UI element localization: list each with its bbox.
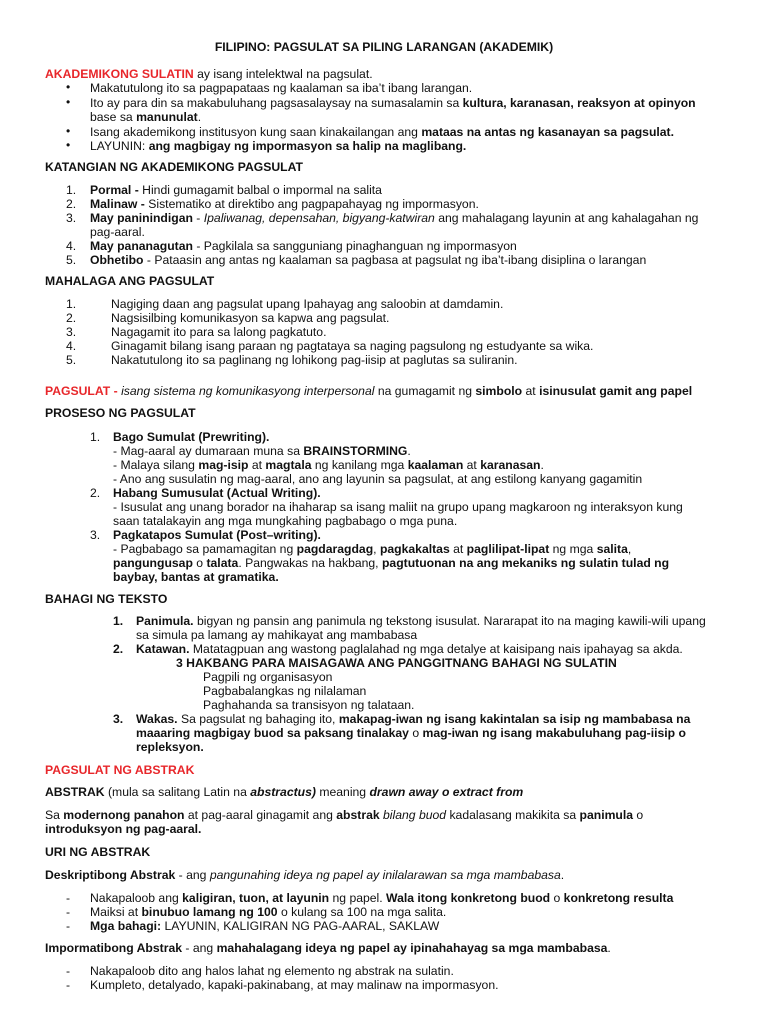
mahalaga-heading: MAHALAGA ANG PAGSULAT (45, 274, 215, 288)
dash: - (66, 905, 71, 919)
bahagi-item-1-cont: sa simula pa lamang ay mahikayat ang mambabasa (136, 628, 418, 642)
bahagi-item-3-line-2: maaaring magbigay buod sa paksang tinalakay o mag-iwan ng isang makabuluhang pag-iisip o (136, 726, 686, 740)
proseso-3-line-1: - Pagbabago sa pamamagitan ng pagdaragdag, pagkakaltas at paglilipat-lipat ng mga salita, (113, 542, 632, 556)
proseso-num-2: 2. (90, 486, 101, 500)
pagsulat-definition: PAGSULAT - isang sistema ng komunikasyong interpersonal na gumagamit ng simbolo at isinusulat gamit ang papel (45, 384, 693, 398)
page-title: FILIPINO: PAGSULAT SA PILING LARANGAN (AKADEMIK) (214, 40, 554, 54)
proseso-3-line-2: pangungusap o talata. Pangwakas na hakbang, pagtutuonan na ang mekaniks ng sulatin tulad ng (113, 556, 670, 570)
katangian-item-1: 1. (66, 183, 77, 197)
bahagi-num-2: 2. (113, 642, 124, 656)
deskriptibo-item-1: Nakapaloob ang kaligiran, tuon, at layunin ng papel. Wala itong konkretong buod o konkretong resulta (90, 891, 674, 905)
bahagi-item-1: Panimula. bigyan ng pansin ang panimula ng tekstong isusulat. Nararapat ito na maging kawili-wili upang (136, 614, 706, 628)
bahagi-num-1: 1. (113, 614, 124, 628)
abstrak-modern-cont: introduksyon ng pag-aaral. (45, 822, 202, 836)
abstrak-modern-line: Sa modernong panahon at pag-aaral ginagamit ang abstrak bilang buod kadalasang makikita sa panimula o (45, 808, 644, 822)
katangian-item-4-text: May pananagutan - Pagkilala sa sangguniang pinaghanguan ng impormasyon (90, 239, 517, 253)
katangian-item-3-text: May paninindigan - Ipaliwanag, depensahan, bigyang-katwiran ang mahalagang layunin at ang kahalagahan ng (90, 211, 699, 225)
hakbang-item-1: Pagpili ng organisasyon (203, 670, 333, 684)
s1-bullet-1: Makatutulong ito sa pagpapataas ng kaalaman sa iba’t ibang larangan. (90, 81, 473, 95)
s1-bullet-4: LAYUNIN: ang magbigay ng impormasyon sa halip na maglibang. (90, 139, 467, 153)
deskriptibo-line: Deskriptibong Abstrak - ang pangunahing ideya ng papel ay inilalarawan sa mga mambabasa. (45, 868, 565, 882)
akademikong-sulatin-line (45, 67, 373, 81)
dash: - (66, 919, 71, 933)
proseso-1-title: Bago Sumulat (Prewriting). (113, 430, 270, 444)
katangian-item-5-text: Obhetibo - Pataasin ang antas ng kaalaman sa pagbasa at pagsulat ng iba’t-ibang disiplina o larangan (90, 253, 647, 267)
mahalaga-item-1: Nagiging daan ang pagsulat upang Ipahayag ang saloobin at damdamin. (111, 297, 504, 311)
abstrak-definition: ABSTRAK (mula sa salitang Latin na abstractus) meaning drawn away o extract from (45, 785, 524, 799)
mahalaga-item-2: Nagsisilbing komunikasyon sa kapwa ang pagsulat. (111, 311, 390, 325)
impormatibo-line: Impormatibong Abstrak - ang mahahalagang ideya ng papel ay ipinahahayag sa mga mambabasa. (45, 941, 611, 955)
mahalaga-num-5: 5. (66, 353, 77, 367)
bahagi-item-3: Wakas. Sa pagsulat ng bahaging ito, makapag-iwan ng isang kakintalan sa isip ng mambabasa na (136, 712, 691, 726)
katangian-item-3-cont: pag-aaral. (90, 225, 145, 239)
mahalaga-num-3: 3. (66, 325, 77, 339)
proseso-num-1: 1. (90, 430, 101, 444)
hakbang-item-3: Paghahanda sa transisyon ng talataan. (203, 698, 415, 712)
impormatibo-item-2: Kumpleto, detalyado, kapaki-pakinabang, at may malinaw na impormasyon. (90, 978, 499, 992)
impormatibo-item-1: Nakapaloob dito ang halos lahat ng elemento ng abstrak na sulatin. (90, 964, 454, 978)
proseso-1-line-2: - Malaya silang mag-isip at magtala ng kanilang mga kaalaman at karanasan. (113, 458, 544, 472)
akademikong-sulatin-definition: ay isang intelektwal na pagsulat. (193, 67, 373, 81)
abstrak-heading: PAGSULAT NG ABSTRAK (45, 763, 195, 777)
proseso-3-title: Pagkatapos Sumulat (Post–writing). (113, 528, 321, 542)
uri-heading: URI NG ABSTRAK (45, 845, 151, 859)
proseso-2-line-1: - Isusulat ang unang borador na ihaharap sa isang maliit na grupo upang magkaroon ng interaksyon kung (113, 500, 683, 514)
mahalaga-num-4: 4. (66, 339, 77, 353)
bullet-dot: • (66, 80, 71, 94)
proseso-heading: PROSESO NG PAGSULAT (45, 406, 196, 420)
katangian-item-4: 4. (66, 239, 77, 253)
bahagi-num-3: 3. (113, 712, 124, 726)
deskriptibo-item-3: Mga bahagi: LAYUNIN, KALIGIRAN NG PAG-AARAL, SAKLAW (90, 919, 440, 933)
proseso-num-3: 3. (90, 528, 101, 542)
mahalaga-item-3: Nagagamit ito para sa lalong pagkatuto. (111, 325, 327, 339)
katangian-item-2: 2. (66, 197, 77, 211)
s1-bullet-2: Ito ay para din sa makabuluhang pagsasalaysay na sumasalamin sa kultura, karanasan, reaksyon at opinyon (90, 96, 696, 110)
mahalaga-num-2: 2. (66, 311, 77, 325)
bullet-dot: • (66, 95, 71, 109)
mahalaga-item-4: Ginagamit bilang isang paraan ng pagtataya sa naging pagsulong ng estudyante sa wika. (111, 339, 594, 353)
katangian-item-3: 3. (66, 211, 77, 225)
akademikong-sulatin-heading: AKADEMIKONG SULATIN (45, 67, 194, 81)
mahalaga-item-5: Nakatutulong ito sa paglinang ng lohikong pag-iisip at paglutas sa suliranin. (111, 353, 518, 367)
hakbang-heading: 3 HAKBANG PARA MAISAGAWA ANG PANGGITNANG BAHAGI NG SULATIN (176, 656, 617, 670)
dash: - (66, 891, 71, 905)
proseso-1-line-1: - Mag-aaral ay dumaraan muna sa BRAINSTORMING. (113, 444, 411, 458)
katangian-item-5: 5. (66, 253, 77, 267)
bullet-dot: • (66, 124, 71, 138)
s1-bullet-3: Isang akademikong institusyon kung saan kinakailangan ang mataas na antas ng kasanayan sa pagsulat. (90, 125, 674, 139)
s1-bullet-2-cont: base sa manunulat. (90, 110, 202, 124)
proseso-3-line-3: baybay, bantas at gramatika. (113, 570, 279, 584)
katangian-heading: KATANGIAN NG AKADEMIKONG PAGSULAT (45, 160, 303, 174)
katangian-item-2-text: Malinaw - Sistematiko at direktibo ang pagpapahayag ng impormasyon. (90, 197, 479, 211)
hakbang-item-2: Pagbabalangkas ng nilalaman (203, 684, 367, 698)
proseso-1-line-3: - Ano ang susulatin ng mag-aaral, ano ang layunin sa pagsulat, at ang estilong kanyang gagamitin (113, 472, 643, 486)
proseso-2-line-2: saan tatalakayin ang mga mungkahing pagbabago o mga puna. (113, 514, 458, 528)
deskriptibo-item-2: Maiksi at binubuo lamang ng 100 o kulang sa 100 na mga salita. (90, 905, 447, 919)
bullet-dot: • (66, 138, 71, 152)
dash: - (66, 964, 71, 978)
proseso-2-title: Habang Sumusulat (Actual Writing). (113, 486, 321, 500)
dash: - (66, 978, 71, 992)
mahalaga-num-1: 1. (66, 297, 77, 311)
bahagi-item-2: Katawan. Matatagpuan ang wastong paglalahad ng mga detalye at kaisipang nais ipahayag sa akda. (136, 642, 683, 656)
bahagi-heading: BAHAGI NG TEKSTO (45, 592, 168, 606)
katangian-item-1-text: Pormal - Hindi gumagamit balbal o impormal na salita (90, 183, 382, 197)
bahagi-item-3-line-3: repleksyon. (136, 740, 204, 754)
